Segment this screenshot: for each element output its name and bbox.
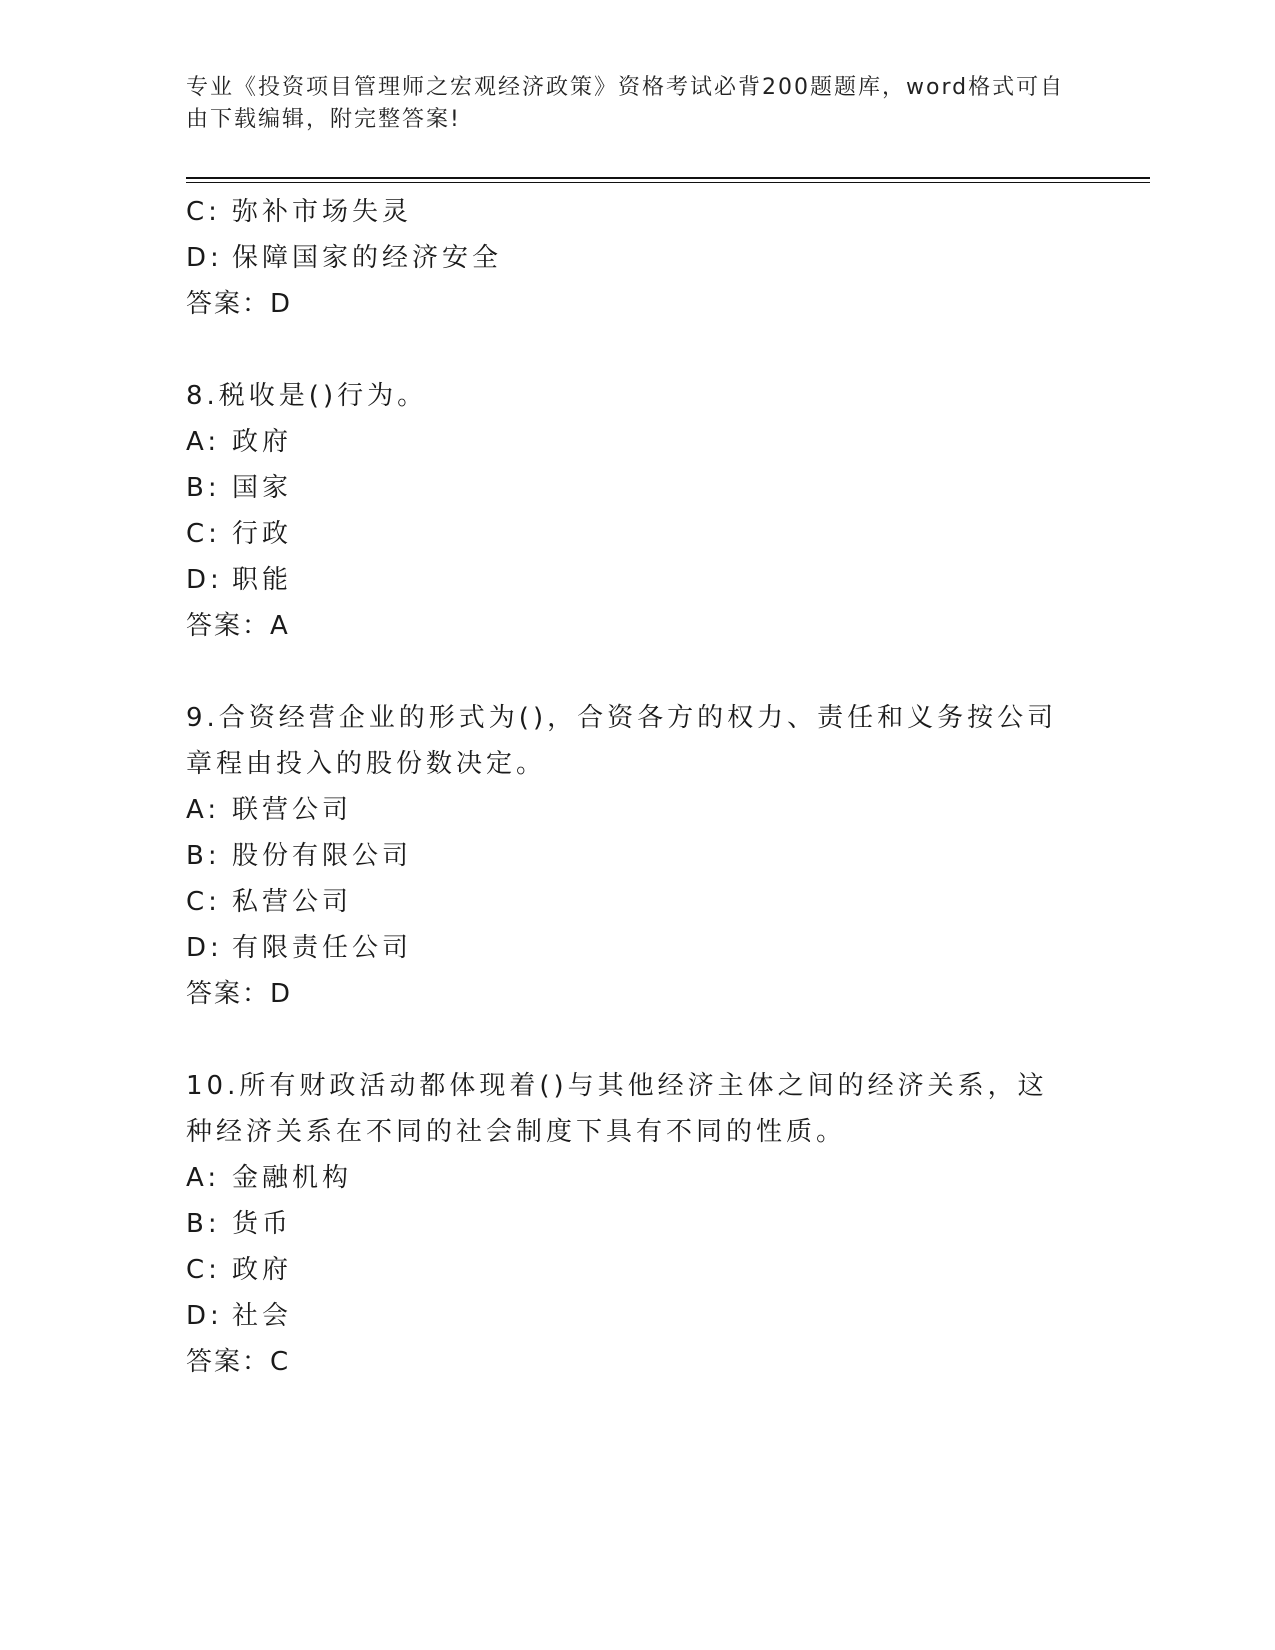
option-text: 私营公司	[232, 887, 353, 917]
option-label: B:	[186, 841, 221, 871]
answer-line: 答案：A	[186, 611, 290, 641]
option-d	[186, 557, 1066, 603]
option-label: D:	[186, 933, 223, 963]
option-b	[186, 465, 1066, 511]
option-b	[186, 1201, 1066, 1247]
option-label: D:	[186, 243, 223, 273]
option-text: 股份有限公司	[232, 841, 413, 871]
option-label: C:	[186, 887, 221, 917]
question-7-continuation	[186, 189, 1066, 327]
option-b	[186, 833, 1066, 879]
option-text: 弥补市场失灵	[232, 197, 413, 227]
option-text: 国家	[232, 473, 293, 503]
option-a	[186, 787, 1066, 833]
question-10	[186, 1063, 1066, 1385]
header-rule-thick	[186, 177, 1150, 179]
option-text: 保障国家的经济安全	[232, 243, 503, 273]
option-label: C:	[186, 519, 221, 549]
question-stem: 9.合资经营企业的形式为()，合资各方的权力、责任和义务按公司章程由投入的股份数决定。	[186, 703, 1058, 779]
question-content	[186, 189, 1066, 1431]
header-rule-thin	[186, 182, 1150, 183]
option-d	[186, 925, 1066, 971]
option-label: C:	[186, 1255, 221, 1285]
option-text: 社会	[232, 1301, 293, 1331]
option-d	[186, 1293, 1066, 1339]
option-text: 政府	[232, 427, 293, 457]
option-label: B:	[186, 1209, 221, 1239]
option-c	[186, 189, 1066, 235]
option-c	[186, 1247, 1066, 1293]
option-label: D:	[186, 1301, 223, 1331]
option-text: 政府	[232, 1255, 293, 1285]
answer-line: 答案：D	[186, 289, 293, 319]
option-text: 货币	[232, 1209, 293, 1239]
question-8	[186, 373, 1066, 649]
option-text: 行政	[232, 519, 293, 549]
document-header: 专业《投资项目管理师之宏观经济政策》资格考试必背200题题库，word格式可自由下载编辑，附完整答案!	[186, 75, 1065, 132]
option-d	[186, 235, 1066, 281]
option-label: A:	[186, 795, 221, 825]
question-9	[186, 695, 1066, 1017]
option-text: 金融机构	[232, 1163, 353, 1193]
option-a	[186, 1155, 1066, 1201]
option-text: 有限责任公司	[232, 933, 413, 963]
option-text: 联营公司	[232, 795, 353, 825]
option-label: B:	[186, 473, 221, 503]
question-stem: 10.所有财政活动都体现着()与其他经济主体之间的经济关系，这种经济关系在不同的社会制度下具有不同的性质。	[186, 1071, 1048, 1147]
option-c	[186, 879, 1066, 925]
option-label: D:	[186, 565, 223, 595]
option-a	[186, 419, 1066, 465]
answer-line: 答案：D	[186, 979, 293, 1009]
option-c	[186, 511, 1066, 557]
question-stem: 8.税收是()行为。	[186, 381, 428, 411]
option-label: A:	[186, 1163, 221, 1193]
option-label: A:	[186, 427, 221, 457]
option-label: C:	[186, 197, 221, 227]
answer-line: 答案：C	[186, 1347, 291, 1377]
option-text: 职能	[232, 565, 293, 595]
